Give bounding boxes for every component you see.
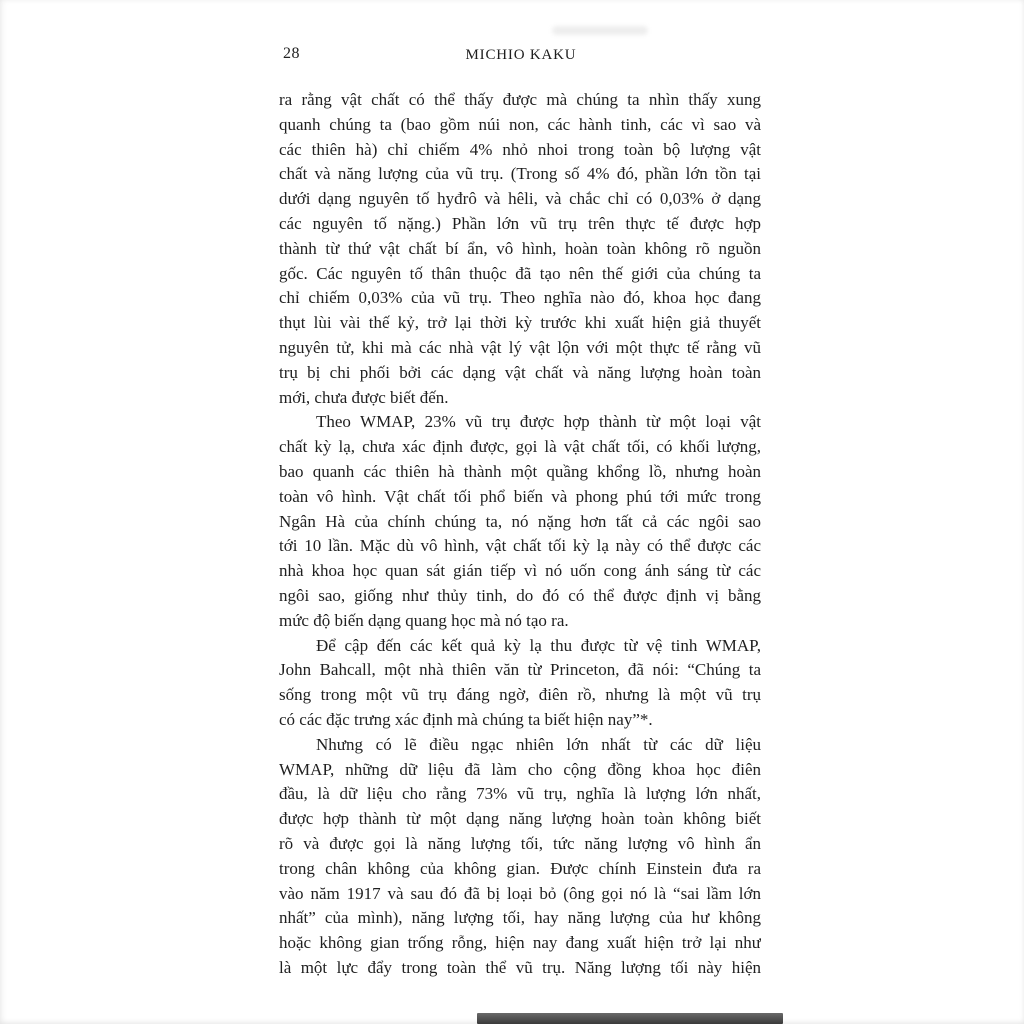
running-head: MICHIO KAKU <box>465 47 577 63</box>
text-line: đầu, là dữ liệu cho rằng 73% vũ trụ, nghĩa là lượng lớn nhất, <box>279 784 761 804</box>
text-line: toàn vô hình. Vật chất tối phổ biến và phong phú tới mức trong <box>279 486 761 506</box>
text-line: mới, chưa được biết đến. <box>279 387 449 407</box>
text-line: chỉ chiếm 0,03% của vũ trụ. Theo nghĩa nào đó, khoa học đang <box>279 288 761 308</box>
text-line: vào năm 1917 và sau đó đã bị loại bỏ (ông gọi nó là “sai lầm lớn <box>279 883 761 903</box>
text-line: nhà khoa học quan sát gián tiếp vì nó uốn cong ánh sáng từ các <box>279 561 761 581</box>
page-number: 28 <box>283 45 300 62</box>
text-line: là một lực đẩy trong toàn thể vũ trụ. Năng lượng tối này hiện <box>279 957 761 977</box>
text-line: nguyên tử, khi mà các nhà vật lý vật lộn với một thực tế rằng vũ <box>279 337 761 357</box>
text-line: quanh chúng ta (bao gồm núi non, các hành tinh, các vì sao và <box>279 114 761 134</box>
text-line: Nhưng có lẽ điều ngạc nhiên lớn nhất từ các dữ liệu <box>316 734 761 754</box>
text-line: Theo WMAP, 23% vũ trụ được hợp thành từ một loại vật <box>316 412 761 432</box>
scan-smudge <box>552 26 648 35</box>
text-line: được hợp thành từ một dạng năng lượng hoàn toàn không biết <box>279 809 761 829</box>
text-line: Để cập đến các kết quả kỳ lạ thu được từ vệ tinh WMAP, <box>316 635 761 655</box>
text-line: thụt lùi vài thế kỷ, trở lại thời kỳ trước khi xuất hiện giả thuyết <box>279 313 761 333</box>
text-line: dưới dạng nguyên tố hyđrô và hêli, và chắc chỉ có 0,03% ở dạng <box>279 189 761 209</box>
text-line: ngôi sao, giống như thủy tinh, do đó có thể được định vị bằng <box>279 585 761 605</box>
text-line: tới 10 lần. Mặc dù vô hình, vật chất tối kỳ lạ này có thể được các <box>279 536 761 556</box>
text-line: các nguyên tố nặng.) Phần lớn vũ trụ trên thực tế được hợp <box>279 213 761 233</box>
text-line: rõ và được gọi là năng lượng tối, tức năng lượng vô hình ẩn <box>279 833 761 853</box>
text-line: sống trong một vũ trụ đáng ngờ, điên rồ, nhưng là một vũ trụ <box>279 685 761 705</box>
text-line: hoặc không gian trống rỗng, hiện nay đang xuất hiện trở lại như <box>279 933 761 953</box>
text-line: trong chân không của không gian. Được chính Einstein đưa ra <box>279 858 761 878</box>
text-line: gốc. Các nguyên tố thân thuộc đã tạo nên thế giới của chúng ta <box>279 263 761 283</box>
scan-artifact-bar <box>477 1013 783 1024</box>
text-line: chất và năng lượng của vũ trụ. (Trong số 4% đó, phần lớn tồn tại <box>279 164 761 184</box>
text-line: chất kỳ lạ, chưa xác định được, gọi là vật chất tối, có khối lượng, <box>279 437 761 457</box>
text-line: có các đặc trưng xác định mà chúng ta biết hiện nay”*. <box>279 709 653 729</box>
text-line: John Bahcall, một nhà thiên văn từ Princeton, đã nói: “Chúng ta <box>279 660 761 680</box>
text-line: ra rằng vật chất có thể thấy được mà chúng ta nhìn thấy xung <box>279 90 761 109</box>
text-line: các thiên hà) chỉ chiếm 4% nhỏ nhoi trong toàn bộ lượng vật <box>279 139 761 159</box>
text-line: WMAP, những dữ liệu đã làm cho cộng đồng khoa học điên <box>279 759 761 779</box>
text-line: nhất” của mình), năng lượng tối, hay năng lượng của hư không <box>279 908 761 928</box>
text-line: bao quanh các thiên hà thành một quầng khổng lồ, nhưng hoàn <box>279 461 761 481</box>
text-block <box>279 88 761 981</box>
text-line: Ngân Hà của chính chúng ta, nó nặng hơn tất cả các ngôi sao <box>279 511 761 531</box>
text-line: trụ bị chi phối bởi các dạng vật chất và năng lượng hoàn toàn <box>279 362 761 382</box>
text-line: thành từ thứ vật chất bí ẩn, vô hình, hoàn toàn không rõ nguồn <box>279 238 761 258</box>
text-line: mức độ biến dạng quang học mà nó tạo ra. <box>279 610 569 630</box>
